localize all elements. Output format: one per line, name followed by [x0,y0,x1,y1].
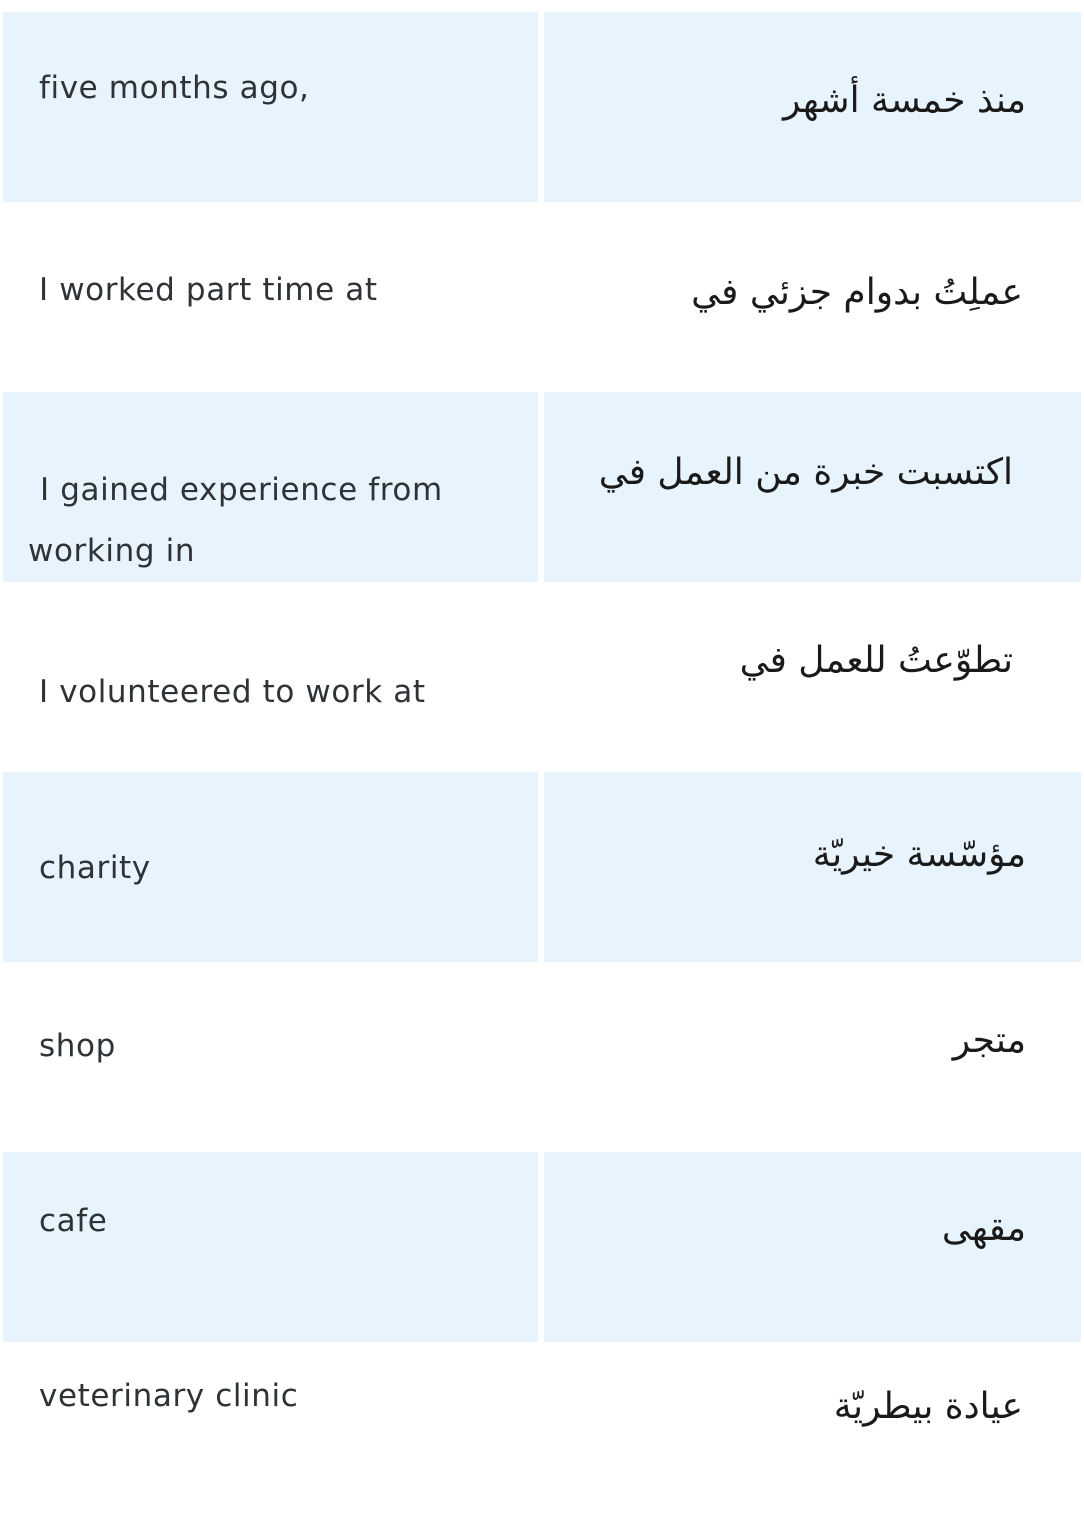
arabic-cell [544,582,1081,772]
table-row [3,962,1081,1152]
table-row [3,392,1081,582]
english-cell [3,202,538,392]
arabic-phrase: منذ خمسة أشهر [782,80,1026,121]
arabic-cell [544,392,1081,582]
table-row [3,12,1081,202]
arabic-cell [544,202,1081,392]
table-row [3,1342,1081,1532]
arabic-cell [544,1342,1081,1532]
english-phrase: veterinary clinic [39,1378,299,1414]
english-phrase: five months ago, [39,70,310,106]
arabic-phrase: متجر [952,1020,1026,1061]
english-cell [3,1152,538,1342]
arabic-phrase: عملِتُ بدوام جزئي في [691,272,1023,313]
english-cell [3,1342,538,1532]
english-phrase: I worked part time at [39,272,378,308]
vocabulary-table [3,12,1081,1532]
arabic-cell [544,772,1081,962]
english-cell [3,392,538,582]
english-cell [3,772,538,962]
english-cell [3,582,538,772]
table-row [3,772,1081,962]
english-line-2: working in [28,533,196,569]
table-row [3,582,1081,772]
table-row [3,202,1081,392]
english-phrase: shop [39,1028,116,1064]
arabic-phrase: مقهى [941,1208,1026,1249]
arabic-phrase: عيادة بيطريّة [833,1386,1023,1427]
arabic-cell [544,1152,1081,1342]
english-phrase [28,460,443,582]
english-phrase: cafe [39,1203,108,1239]
arabic-phrase: مؤسّسة خيريّة [812,834,1026,875]
english-line-1: I gained experience from [40,472,443,508]
english-phrase: I volunteered to work at [39,674,426,710]
english-cell [3,962,538,1152]
english-cell [3,12,538,202]
table-row [3,1152,1081,1342]
arabic-cell [544,962,1081,1152]
arabic-phrase: اكتسبت خبرة من العمل في [598,452,1013,493]
arabic-cell [544,12,1081,202]
english-phrase: charity [39,850,151,886]
arabic-phrase: تطوّعتُ للعمل في [739,640,1013,681]
